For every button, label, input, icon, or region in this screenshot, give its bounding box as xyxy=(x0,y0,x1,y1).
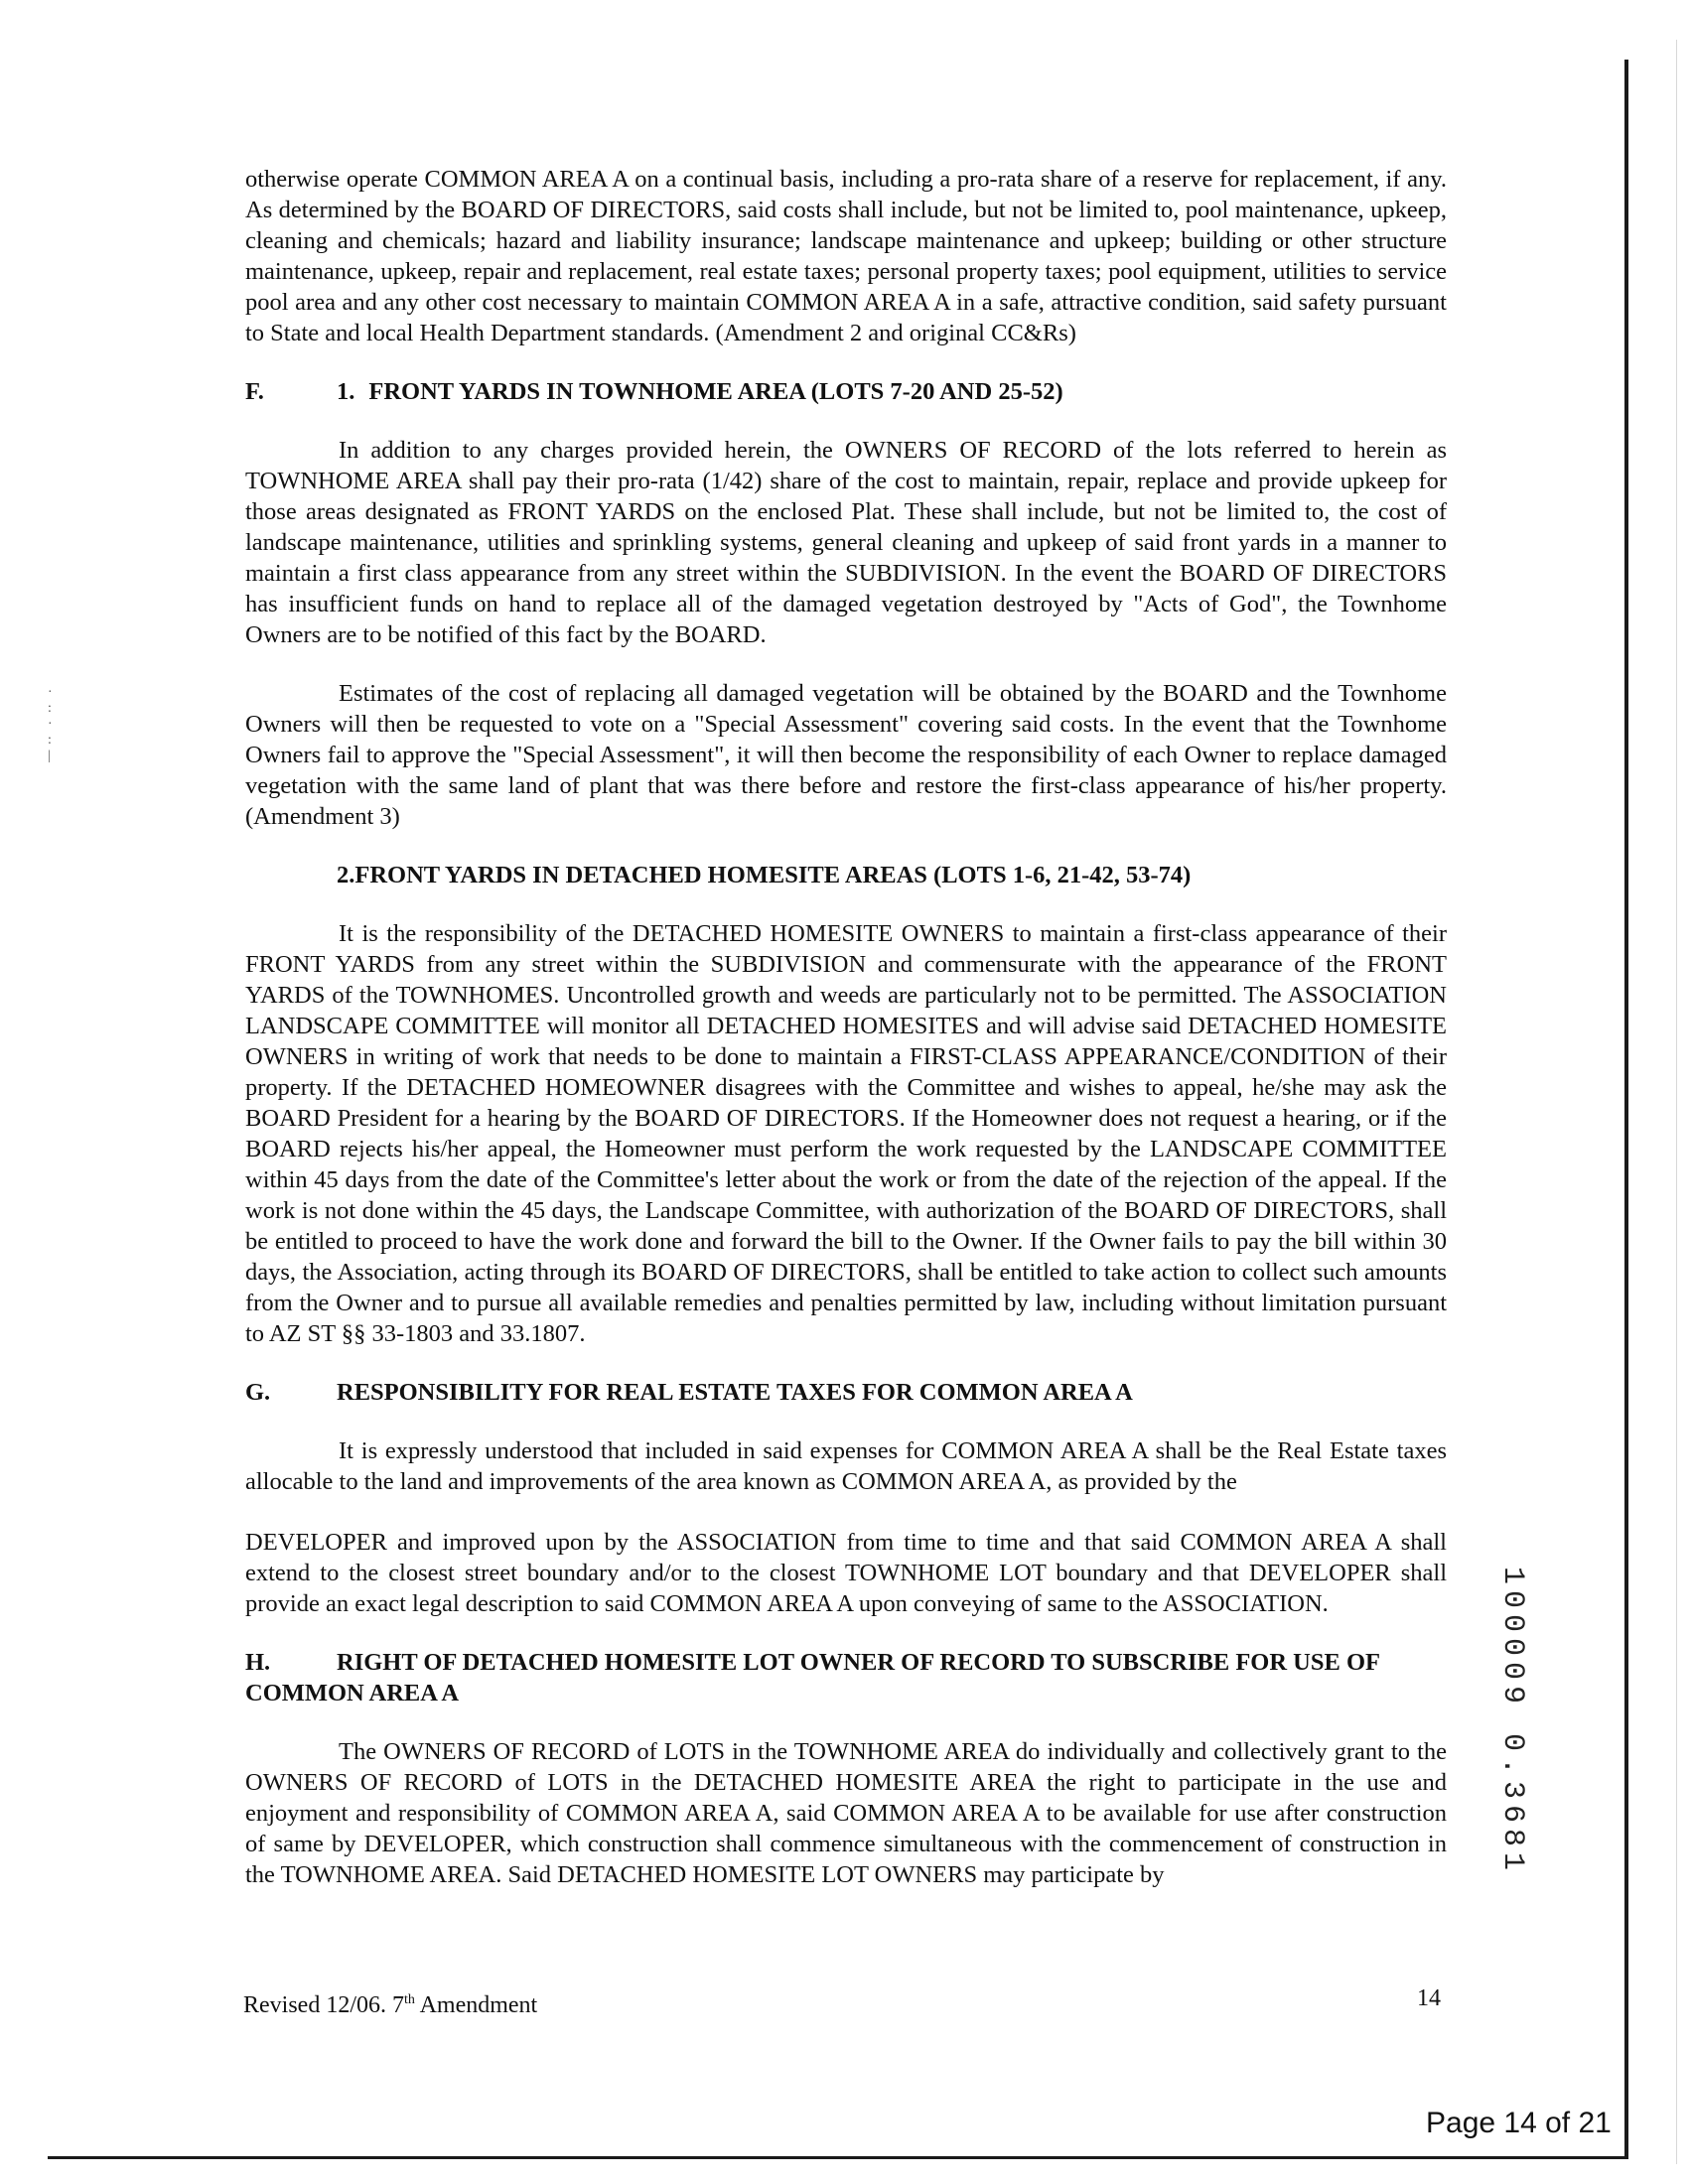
section-h-heading xyxy=(245,1647,1447,1708)
revision-suffix: Amendment xyxy=(414,1992,538,2018)
document-body xyxy=(245,164,1447,1890)
section-f-heading xyxy=(245,376,1447,407)
section-g-paragraph-1: It is expressly understood that included in said expenses for COMMON AREA A shall be the Real Estate taxes allocable to the land and improvements of the area known as COMMON AREA A, as provided by the xyxy=(245,1437,1447,1495)
section-f1-number: 1. xyxy=(337,378,355,405)
section-f1-title: FRONT YARDS IN TOWNHOME AREA (LOTS 7-20 AND 25-52) xyxy=(368,378,1063,405)
section-f2-paragraph: It is the responsibility of the DETACHED HOMESITE OWNERS to maintain a first-class appearance of their FRONT YARDS from any street within the SUBDIVISION and commensurate with the appearance of the FRONT YARDS of the TOWNHOMES. Uncontrolled growth and weeds are particularly not to be permitted. The ASSOCIATION LANDSCAPE COMMITTEE will monitor all DETACHED HOMESITES and will advise said DETACHED HOMESITE OWNERS in writing of work that needs to be done to maintain a FIRST-CLASS APPEARANCE/CONDITION of their property. If the DETACHED HOMEOWNER disagrees with the Committee and wishes to appeal, he/she may ask the BOARD President for a hearing by the BOARD OF DIRECTORS. If the Homeowner does not request a hearing, or if the BOARD rejects his/her appeal, the Homeowner must perform the work requested by the LANDSCAPE COMMITTEE within 45 days from the date of the Committee's letter about the work or from the date of the rejection of the appeal. If the work is not done within the 45 days, the Landscape Committee, with authorization of the BOARD OF DIRECTORS, shall be entitled to proceed to have the work done and forward the bill to the Owner. If the Owner fails to pay the bill within 30 days, the Association, acting through its BOARD OF DIRECTORS, shall be entitled to take action to collect such amounts from the Owner and to pursue all available remedies and penalties permitted by law, including without limitation pursuant to AZ ST §§ 33-1803 and 33.1807. xyxy=(245,920,1447,1347)
section-g-title: RESPONSIBILITY FOR REAL ESTATE TAXES FOR COMMON AREA A xyxy=(337,1379,1133,1406)
recording-stamp: 100009 0.3681 xyxy=(1495,1567,1529,1877)
scan-specks: · : · : | xyxy=(48,685,53,763)
page-border-right xyxy=(1624,60,1628,2159)
page-count-label: Page 14 of 21 xyxy=(1426,2107,1612,2139)
section-f1-paragraph-2: Estimates of the cost of replacing all damaged vegetation will be obtained by the BOARD and the Townhome Owners will then be requested to vote on a "Special Assessment" covering said costs. In the event that the Townhome Owners fail to approve the "Special Assessment", it will then become the responsibility of each Owner to replace damaged vegetation with the same land of plant that was there before and restore the first-class appearance of his/her property. (Amendment 3) xyxy=(245,680,1447,830)
section-g-paragraph-2: DEVELOPER and improved upon by the ASSOCIATION from time to time and that said COMMON AREA A shall extend to the closest street boundary and/or to the closest TOWNHOME LOT boundary and that DEVELOPER shall provide an exact legal description to said COMMON AREA A upon conveying of same to the ASSOCIATION. xyxy=(245,1529,1447,1617)
scan-edge-line xyxy=(1676,40,1677,2164)
section-h-paragraph: The OWNERS OF RECORD of LOTS in the TOWNHOME AREA do individually and collectively grant to the OWNERS OF RECORD of LOTS in the DETACHED HOMESITE AREA the right to participate in the use and enjoyment and responsibility of COMMON AREA A, said COMMON AREA A to be available for use after construction of same by DEVELOPER, which construction shall commence simultaneous with the commencement of construction in the TOWNHOME AREA. Said DETACHED HOMESITE LOT OWNERS may participate by xyxy=(245,1738,1447,1888)
section-f1-paragraph-1: In addition to any charges provided herein, the OWNERS OF RECORD of the lots referred to herein as TOWNHOME AREA shall pay their pro-rata (1/42) share of the cost to maintain, repair, replace and provide upkeep for those areas designated as FRONT YARDS on the enclosed Plat. These shall include, but not be limited to, the cost of landscape maintenance, utilities and sprinkling systems, general cleaning and upkeep of said front yards in a manner to maintain a first class appearance from any street within the SUBDIVISION. In the event the BOARD OF DIRECTORS has insufficient funds on hand to replace all of the damaged vegetation destroyed by "Acts of God", the Townhome Owners are to be notified of this fact by the BOARD. xyxy=(245,437,1447,648)
page-gap xyxy=(245,1497,1447,1527)
section-h-letter: H. xyxy=(245,1649,271,1676)
continuation-paragraph: otherwise operate COMMON AREA A on a continual basis, including a pro-rata share of a reserve for replacement, if any. As determined by the BOARD OF DIRECTORS, said costs shall include, but not be limited to, pool maintenance, upkeep, cleaning and chemicals; hazard and liability insurance; landscape maintenance and upkeep; building or other structure maintenance, upkeep, repair and replacement, real estate taxes; personal property taxes; pool equipment, utilities to service pool area and any other cost necessary to maintain COMMON AREA A in a safe, attractive condition, said safety pursuant to State and local Health Department standards. (Amendment 2 and original CC&Rs) xyxy=(245,166,1447,346)
section-f-letter: F. xyxy=(245,378,264,405)
section-f2-heading xyxy=(337,860,1447,890)
section-f2-number: 2. xyxy=(337,862,355,888)
footer-page-number: 14 xyxy=(1417,1985,1441,2011)
section-g-letter: G. xyxy=(245,1379,271,1406)
revision-prefix: Revised 12/06. 7 xyxy=(243,1992,404,2018)
section-h-title: RIGHT OF DETACHED HOMESITE LOT OWNER OF RECORD TO SUBSCRIBE FOR USE OF COMMON AREA A xyxy=(245,1649,1380,1706)
section-g-heading xyxy=(245,1377,1447,1408)
revision-superscript: th xyxy=(404,1992,415,2007)
page-border-bottom xyxy=(48,2156,1628,2159)
section-f2-title: FRONT YARDS IN DETACHED HOMESITE AREAS (LOTS 1-6, 21-42, 53-74) xyxy=(354,862,1192,888)
revision-note xyxy=(243,1992,537,2019)
